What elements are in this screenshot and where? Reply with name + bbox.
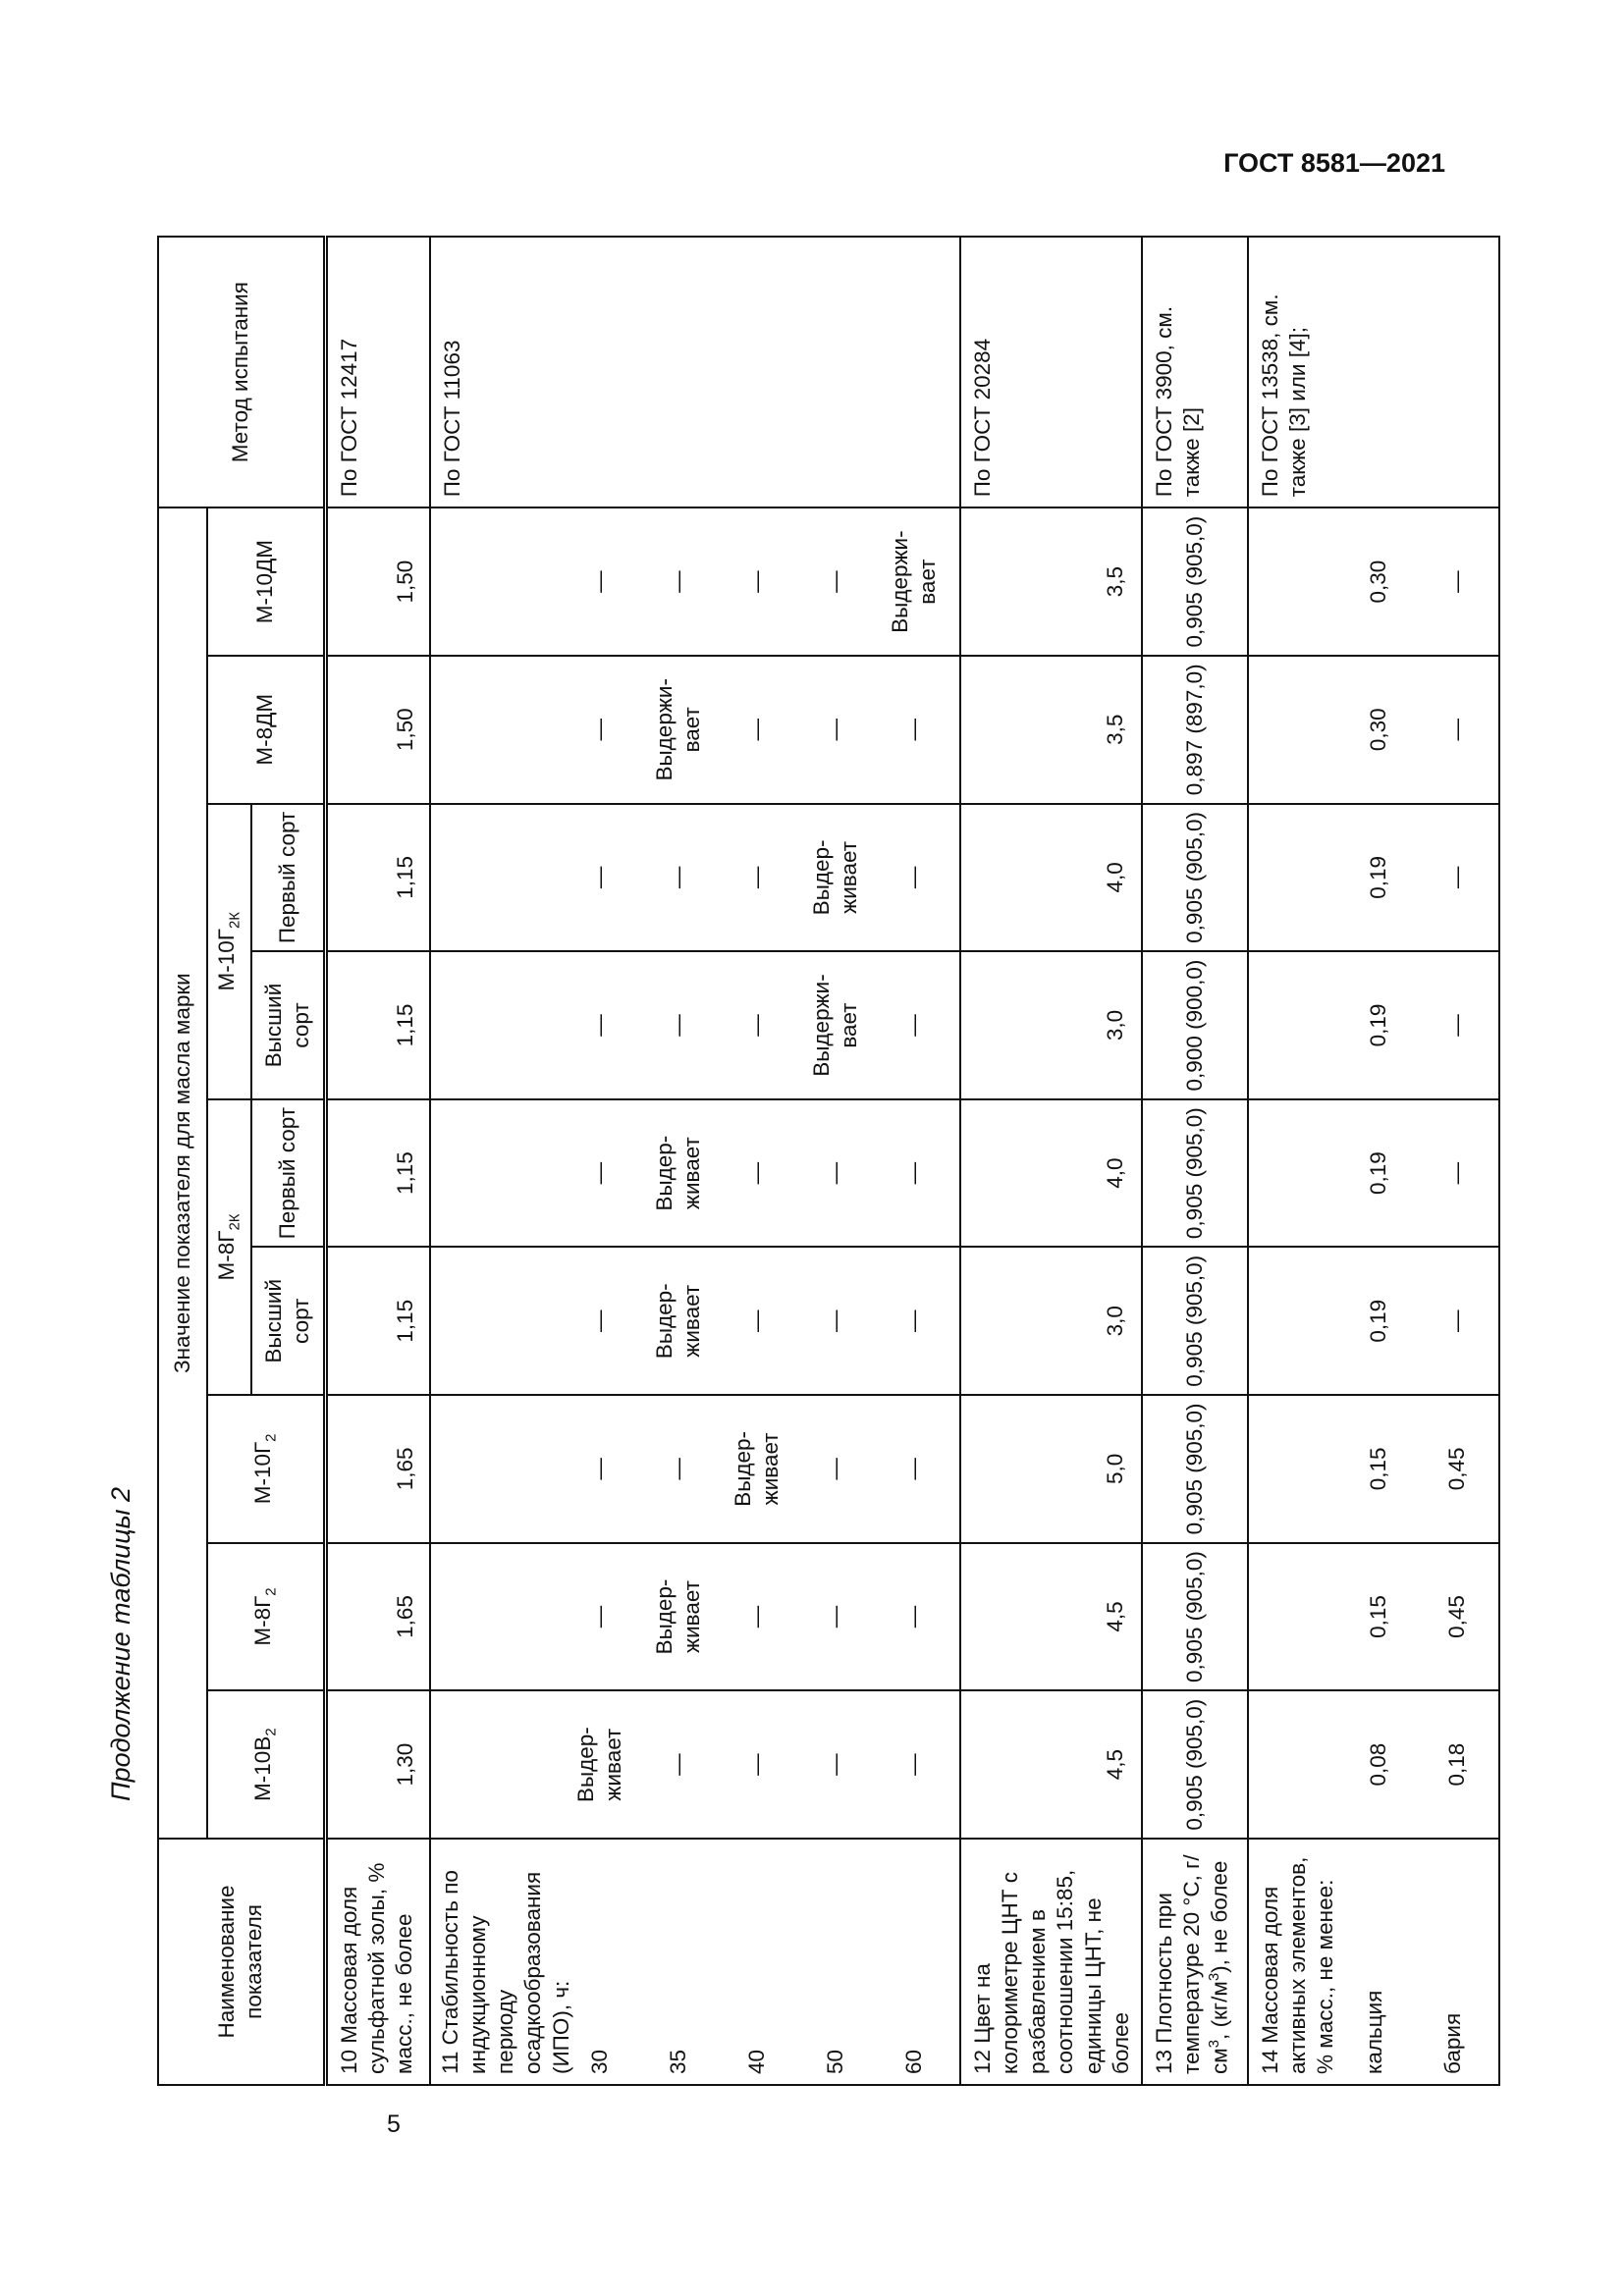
cell-value: 0,08 <box>1365 1742 1390 1787</box>
sort-high-m10g2k: Высший сорт <box>251 951 325 1099</box>
value-column <box>1248 951 1499 1099</box>
value-column <box>430 1099 960 1248</box>
cell-value: 0,19 <box>1365 1299 1390 1343</box>
cell-value: 0,18 <box>1443 1742 1469 1787</box>
value-column <box>430 507 960 656</box>
value-column <box>430 1247 960 1395</box>
value-column <box>1248 1247 1499 1395</box>
table-row <box>1248 237 1499 2085</box>
cell-value: — <box>900 1605 926 1629</box>
table-row <box>1142 237 1248 2085</box>
cell-value: — <box>900 1458 926 1480</box>
value-column <box>1248 804 1499 952</box>
cell-value: — <box>665 866 690 889</box>
cell-value: 0,15 <box>1365 1447 1390 1491</box>
cell-value: — <box>665 1753 690 1776</box>
value-column <box>1248 1099 1499 1248</box>
cell-value: — <box>900 866 926 889</box>
method-cell: По ГОСТ 13538, см. также [3] или [4]; <box>1248 237 1499 507</box>
cell-value: Выдержи-вает <box>887 530 940 633</box>
cell-value: — <box>743 1753 769 1776</box>
cell-value: 3,5 <box>960 656 1142 804</box>
grade-m10g2k: $М-10Г_{2К}$ <box>207 804 251 1099</box>
cell-value: — <box>743 1309 769 1333</box>
cell-value: — <box>822 1458 847 1480</box>
cell-value: 0,905 (905,0) <box>1142 1690 1248 1839</box>
cell-value: Выдер-живает <box>651 1283 704 1360</box>
cell-value: — <box>665 570 690 593</box>
cell-value: 0,15 <box>1365 1595 1390 1638</box>
cell-value: — <box>1443 1309 1469 1333</box>
cell-value: — <box>665 1458 690 1480</box>
method-cell: По ГОСТ 11063 <box>430 237 960 507</box>
cell-value: — <box>900 1014 926 1037</box>
cell-value: 0,905 (905,0) <box>1142 1543 1248 1691</box>
cell-value: — <box>900 1309 926 1333</box>
cell-value: — <box>822 719 847 741</box>
cell-value: 0,19 <box>1365 1151 1390 1196</box>
cell-value: — <box>586 866 612 889</box>
cell-value: — <box>1443 570 1469 593</box>
grade-m10g2: $М-10Г_2$ <box>207 1395 325 1543</box>
row-name: 12 Цвет на колориметре ЦНТ с разбавлением в соотношении 15:85, единицы ЦНТ, не более <box>960 1839 1142 2085</box>
cell-value: — <box>900 1161 926 1185</box>
cell-value: 0,897 (897,0) <box>1142 656 1248 804</box>
value-column <box>430 951 960 1099</box>
sub-label: 35 <box>665 2049 690 2074</box>
cell-value: — <box>743 1014 769 1037</box>
cell-value: 3,5 <box>960 507 1142 656</box>
col-header-name: Наименование показателя <box>158 1839 325 2085</box>
value-column <box>430 656 960 804</box>
cell-value: — <box>822 570 847 593</box>
cell-value: — <box>586 1605 612 1629</box>
method-cell: По ГОСТ 20284 <box>960 237 1142 507</box>
cell-value: 0,19 <box>1365 856 1390 899</box>
row-name: 10 Массовая доля сульфатной золы, % масс., не более <box>325 1839 430 2085</box>
cell-value: 1,50 <box>325 656 430 804</box>
cell-value: 0,905 (905,0) <box>1142 1099 1248 1248</box>
cell-value: — <box>665 1014 690 1037</box>
cell-value: — <box>586 1309 612 1333</box>
grade-m8dm: М-8ДМ <box>207 656 325 804</box>
cell-value: 0,905 (905,0) <box>1142 804 1248 952</box>
cell-value: 1,15 <box>325 1247 430 1395</box>
sub-label: 30 <box>586 2049 612 2074</box>
cell-value: — <box>743 866 769 889</box>
cell-value: 3,0 <box>960 1247 1142 1395</box>
cell-value: 4,0 <box>960 1099 1142 1248</box>
cell-value: 1,65 <box>325 1543 430 1691</box>
table-row <box>430 237 960 2085</box>
cell-value: 0,19 <box>1365 1003 1390 1047</box>
page-number: 5 <box>387 2110 401 2138</box>
sort-high-m8g2k: Высший сорт <box>251 1247 325 1395</box>
cell-value: 0,45 <box>1443 1447 1469 1491</box>
row-title: 11 Стабильность по индукционному периоду осадкообразования (ИПО), ч: <box>438 1870 573 2074</box>
cell-value: 0,45 <box>1443 1595 1469 1638</box>
sub-label: кальция <box>1361 1990 1386 2074</box>
cell-value: 1,15 <box>325 1099 430 1248</box>
cell-value: 0,30 <box>1365 560 1390 604</box>
cell-value: 4,0 <box>960 804 1142 952</box>
cell-value: 0,900 (900,0) <box>1142 951 1248 1099</box>
cell-value: — <box>822 1309 847 1333</box>
cell-value: Выдер-живает <box>651 1135 704 1211</box>
sub-label: 40 <box>743 2049 769 2074</box>
cell-value: — <box>586 719 612 741</box>
value-column <box>1248 507 1499 656</box>
col-header-values-group: Значение показателя для масла марки <box>158 507 207 1839</box>
cell-value: 1,50 <box>325 507 430 656</box>
cell-value: 4,5 <box>960 1690 1142 1839</box>
value-column <box>1248 1543 1499 1691</box>
cell-value: Выдер-живает <box>730 1430 783 1507</box>
value-column <box>430 1690 960 1839</box>
sub-label: 60 <box>900 2049 926 2074</box>
value-column <box>430 804 960 952</box>
cell-value: — <box>743 719 769 741</box>
cell-value: — <box>586 1458 612 1480</box>
cell-value: — <box>822 1753 847 1776</box>
value-column <box>430 1395 960 1543</box>
value-column <box>430 1543 960 1691</box>
cell-value: — <box>1443 866 1469 889</box>
cell-value: — <box>586 570 612 593</box>
grade-m10v2: $М-10В_2$ <box>207 1690 325 1839</box>
sub-label: бария <box>1439 2012 1465 2074</box>
row-name <box>1248 1839 1499 2085</box>
cell-value: — <box>1443 1014 1469 1037</box>
grade-m8g2: $М-8Г_2$ <box>207 1543 325 1691</box>
row-name <box>430 1839 960 2085</box>
rotated-table-container <box>157 236 1469 2086</box>
cell-value: Выдержи-вает <box>808 974 861 1077</box>
cell-value: — <box>1443 719 1469 741</box>
sort-first-m10g2k: Первый сорт <box>251 804 325 952</box>
sort-first-m8g2k: Первый сорт <box>251 1099 325 1248</box>
cell-value: Выдер-живает <box>651 1578 704 1655</box>
sub-label: 50 <box>822 2049 847 2074</box>
row-name: 13 Плотность при температуре 20 °С, $г/см^3$, $(кг/м^3)$, не более <box>1142 1839 1248 2085</box>
cell-value: 4,5 <box>960 1543 1142 1691</box>
cell-value: Выдер-живает <box>808 839 861 916</box>
cell-value: 1,15 <box>325 951 430 1099</box>
cell-value: 1,65 <box>325 1395 430 1543</box>
cell-value: — <box>743 1605 769 1629</box>
method-cell: По ГОСТ 12417 <box>325 237 430 507</box>
document-id: ГОСТ 8581—2021 <box>1223 148 1445 178</box>
cell-value: 5,0 <box>960 1395 1142 1543</box>
cell-value: 0,905 (905,0) <box>1142 1395 1248 1543</box>
grade-m10dm: М-10ДМ <box>207 507 325 656</box>
cell-value: Выдер-живает <box>572 1727 625 1803</box>
table-row <box>960 237 1142 2085</box>
cell-value: — <box>900 719 926 741</box>
cell-value: — <box>586 1014 612 1037</box>
value-column <box>1248 1395 1499 1543</box>
cell-value: — <box>743 1161 769 1185</box>
row-title: 14 Массовая доля активных элементов, % масс., не менее: <box>1257 1856 1337 2074</box>
cell-value: 0,30 <box>1365 708 1390 752</box>
cell-value: — <box>900 1753 926 1776</box>
cell-value: 0,905 (905,0) <box>1142 507 1248 656</box>
table-row <box>325 237 430 2085</box>
cell-value: 1,30 <box>325 1690 430 1839</box>
cell-value: 3,0 <box>960 951 1142 1099</box>
value-column <box>1248 656 1499 804</box>
cell-value: — <box>822 1161 847 1185</box>
cell-value: 0,905 (905,0) <box>1142 1247 1248 1395</box>
cell-value: 1,15 <box>325 804 430 952</box>
cell-value: Выдержи-вает <box>651 678 704 781</box>
value-column <box>1248 1690 1499 1839</box>
cell-value: — <box>1443 1161 1469 1185</box>
cell-value: — <box>743 570 769 593</box>
cell-value: — <box>586 1161 612 1185</box>
col-header-method: Метод испытания <box>158 237 325 507</box>
table-continuation-label: Продолжение таблицы 2 <box>106 1486 135 1801</box>
grade-m8g2k: $М-8Г_{2К}$ <box>207 1099 251 1395</box>
properties-table <box>157 236 1500 2086</box>
cell-value: — <box>822 1605 847 1629</box>
method-cell: По ГОСТ 3900, см. также [2] <box>1142 237 1248 507</box>
